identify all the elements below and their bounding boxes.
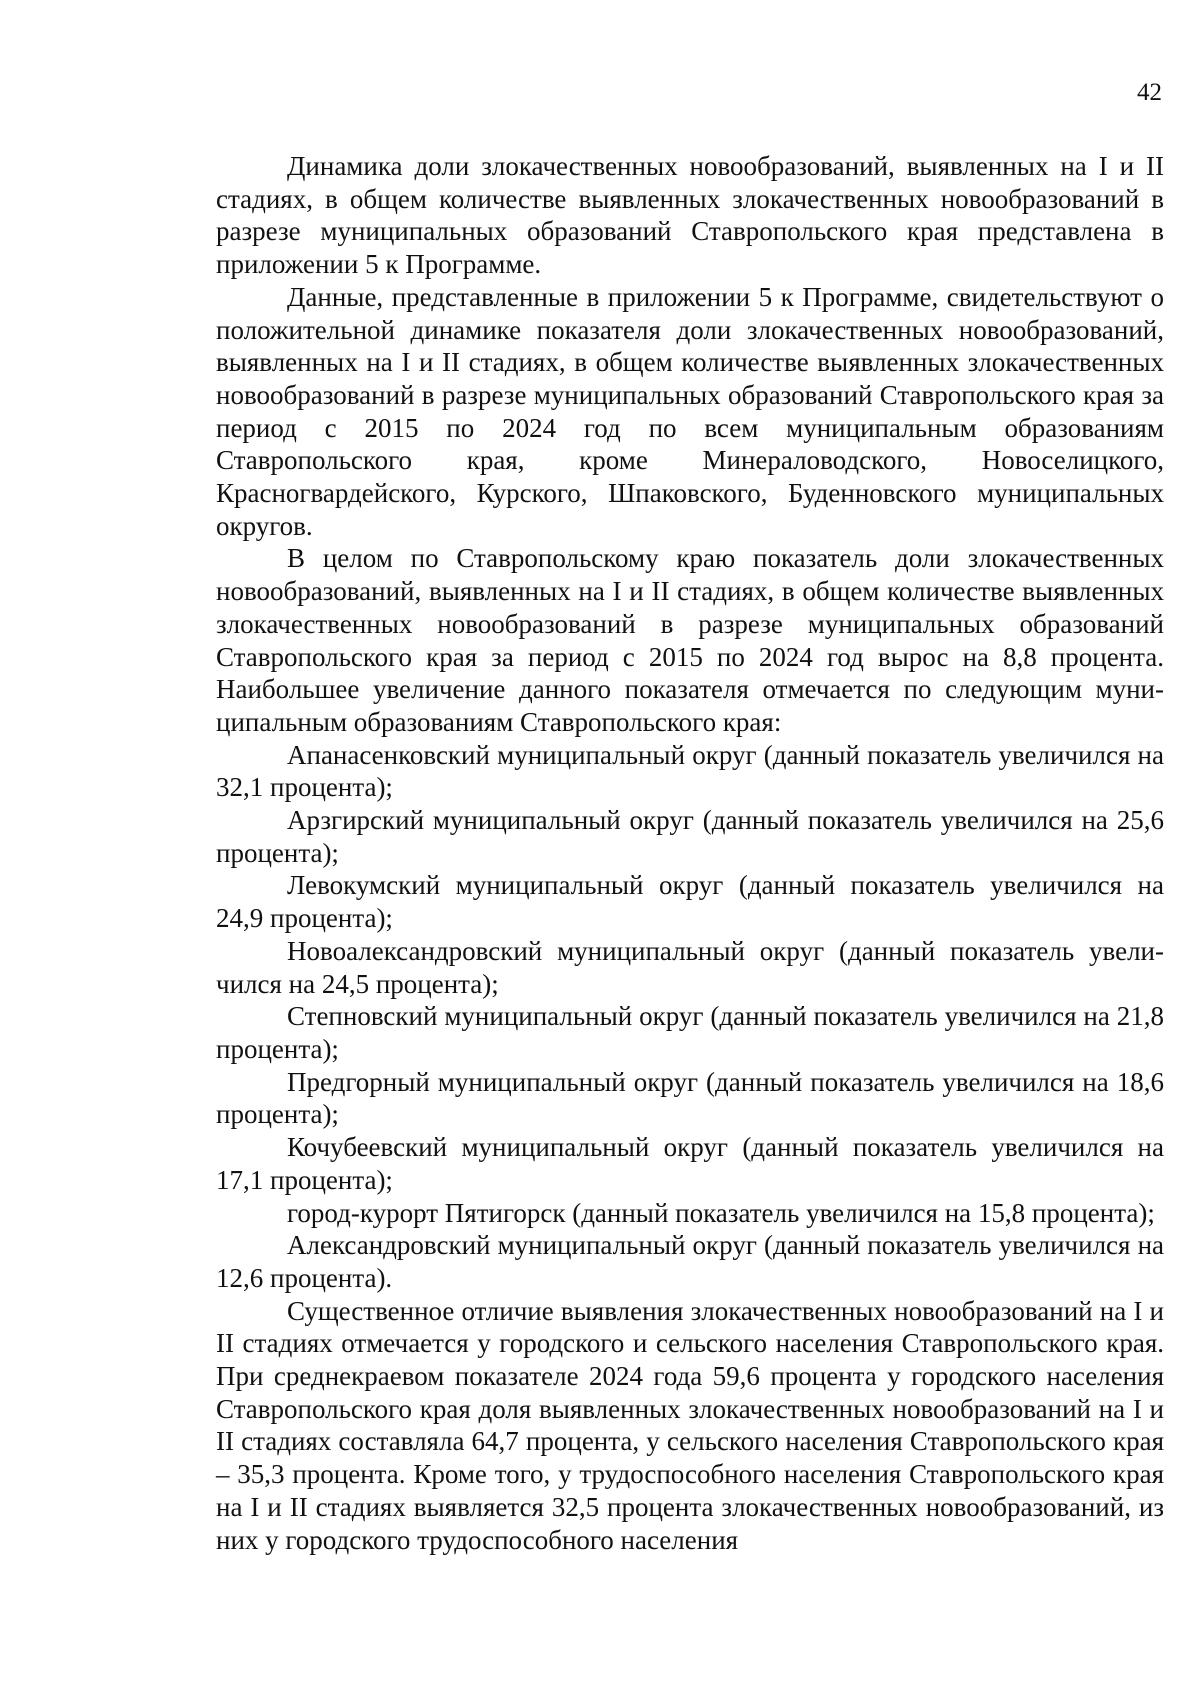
list-item: Апанасенковский муниципальный округ (данный показатель увеличился на 32,1 процента); — [216, 739, 1164, 803]
list-item: Кочубеевский муниципальный округ (данный показатель увеличился на 17,1 процента); — [216, 1132, 1164, 1195]
page-number: 42 — [1137, 79, 1162, 106]
list-item: Левокумский муниципальный округ (данный показатель увеличился на 24,9 процента); — [216, 870, 1164, 934]
body-text — [216, 150, 1164, 1556]
paragraph: В целом по Ставропольскому краю показатель доли злокачественных новообразований, выявленных на I и II стадиях, в общем количестве выявленных злокачественных новообразований в разрезе муниципальных образований Ставропольского края за период с 2015 по 2024 год вырос на 8,8 процента. Наибольшее увеличение данного показателя отмечается по следующим муниципальным образованиям Ставропольского края: — [216, 543, 1164, 737]
list-item: Александровский муниципальный округ (данный показатель увеличился на 12,6 процента). — [216, 1230, 1164, 1293]
list-item: Арзгирский муниципальный округ (данный показатель увеличился на 25,6 процента); — [216, 805, 1164, 868]
paragraph: Данные, представленные в приложении 5 к Программе, свидетельствуют о положительной динамике показателя доли злокачественных новообразований, выявленных на I и II стадиях, в общем количестве выявленных злокачественных новообразований в разрезе муниципальных образований Ставропольского края за период с 2015 по 2024 год по всем муниципальным образованиям Ставропольского края, кроме Минераловодского, Новоселицкого, Красногвардейского, Курского, Шпаковского, Буденновского муниципальных округов. — [216, 281, 1164, 541]
list-item: город-курорт Пятигорск (данный показатель увеличился на 15,8 процента); — [287, 1197, 1155, 1228]
list-item: Степновский муниципальный округ (данный показатель увеличился на 21,8 процента); — [216, 1001, 1164, 1064]
paragraph: Динамика доли злокачественных новообразований, выявленных на I и II стадиях, в общем количестве выявленных злокачественных новообразований в разрезе муниципальных образований Ставропольского края представлена в приложении 5 к Программе. — [216, 151, 1164, 280]
list-item: Предгорный муниципальный округ (данный показатель увеличился на 18,6 процента); — [216, 1066, 1164, 1130]
list-item: Новоалександровский муниципальный округ (данный показатель увеличился на 24,5 процента); — [216, 935, 1164, 999]
paragraph: Существенное отличие выявления злокачественных новообразований на I и II стадиях отмечается у городского и сельского населения Ставропольского края. При среднекраевом показателе 2024 года 59,6 процента у городского населения Ставропольского края доля выявленных злокачественных новообразований на I и II стадиях составляла 64,7 процента, у сельского населения Ставропольского края – 35,3 процента. Кроме того, у трудоспособного населения Ставропольского края на I и II стадиях выявляется 32,5 процента злокачественных новообразований, из них у городского трудоспособного населения — [216, 1295, 1164, 1555]
